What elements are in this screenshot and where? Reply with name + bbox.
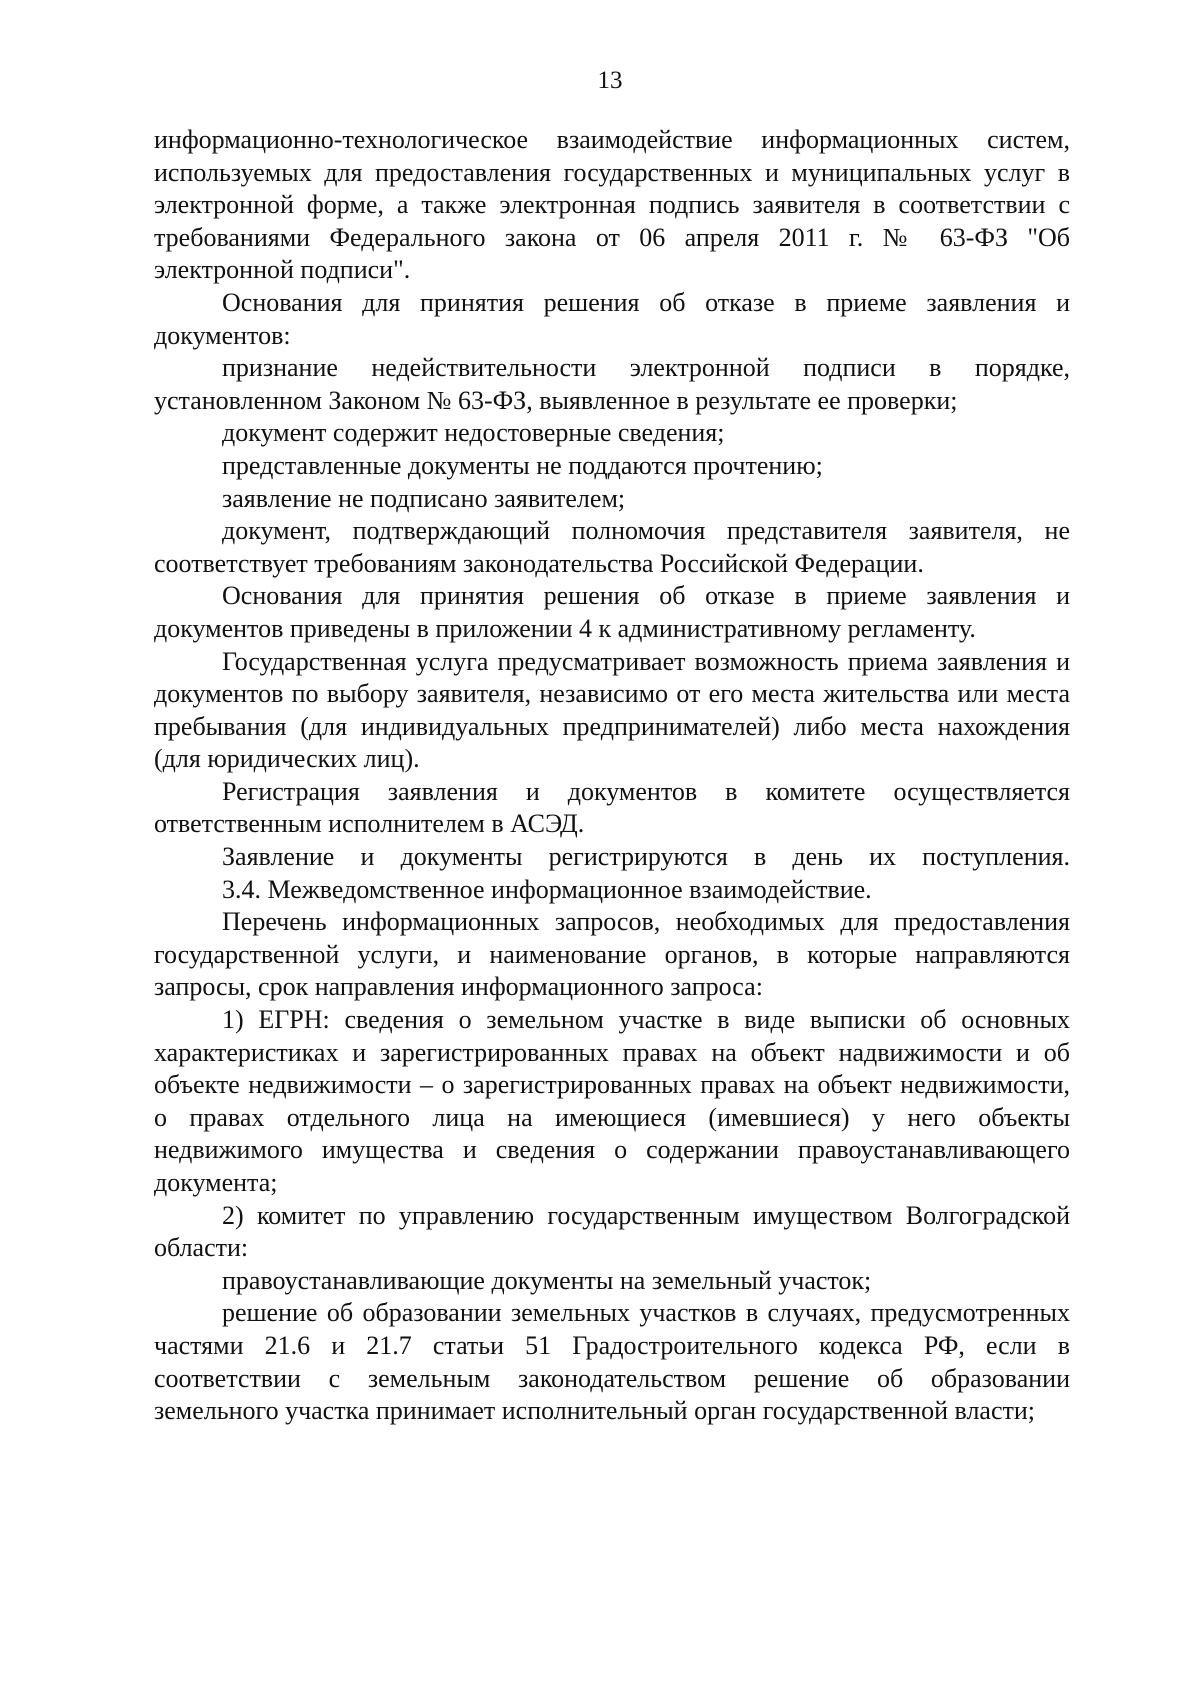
paragraph-authority-document: документ, подтверждающий полномочия представителя заявителя, не соответствует требованиям законодательства Российской Федерации.	[154, 516, 1070, 578]
paragraph-title-documents: правоустанавливающие документы на земельный участок;	[222, 1265, 872, 1295]
paragraph-unsigned-application: заявление не подписано заявителем;	[222, 483, 626, 513]
document-body	[154, 124, 1070, 1428]
paragraph-registration-day: Заявление и документы регистрируются в день их поступления.	[222, 842, 1070, 872]
paragraph-refusal-grounds-appendix: Основания для принятия решения об отказе в приеме заявления и документов приведены в приложении 4 к административному регламенту.	[154, 581, 1070, 643]
paragraph-refusal-grounds-intro: Основания для принятия решения об отказе в приеме заявления и документов:	[154, 287, 1070, 350]
list-item-committee: 2) комитет по управлению государственным имуществом Волгоградской области:	[154, 1200, 1070, 1263]
paragraph-request-list: Перечень информационных запросов, необходимых для предоставления государственной услуги, и наименование органов, в которые направляются запросы, срок направления информационного запроса:	[154, 907, 1070, 1002]
paragraph-invalid-signature: признание недействительности электронной подписи в порядке, установленном Законом № 63-ФЗ, выявленное в результате ее проверки;	[154, 353, 1070, 415]
list-item-egrn: 1) ЕГРН: сведения о земельном участке в виде выписки об основных характеристиках и зарегистрированных правах на объект надвижимости и об объекте недвижимости – о зарегистрированных правах на объект недвижимости, о правах отдельного лица на имеющиеся (имевшиеся) у него объекты недвижимого имущества и сведения о содержании правоустанавливающего документа;	[154, 1005, 1070, 1197]
paragraph-unreliable-info: документ содержит недостоверные сведения;	[222, 418, 725, 448]
paragraph-land-formation-decision: решение об образовании земельных участков в случаях, предусмотренных частями 21.6 и 21.7 статьи 51 Градостроительного кодекса РФ, если в соответствии с земельным законодательством решение об образовании земельного участка принимает исполнительный орган государственной власти;	[154, 1298, 1070, 1426]
paragraph-unreadable-docs: представленные документы не поддаются прочтению;	[222, 450, 823, 480]
paragraph-interaction-tech: информационно-технологическое взаимодействие информационных систем, используемых для предоставления государственных и муниципальных услуг в электронной форме, а также электронная подпись заявителя в соответствии с требованиями Федерального закона от 06 апреля 2011 г. № 63-ФЗ "Об электронной подписи".	[154, 125, 1070, 285]
section-heading-3-4: 3.4. Межведомственное информационное взаимодействие.	[222, 874, 872, 904]
paragraph-registration-ased: Регистрация заявления и документов в комитете осуществляется ответственным исполнителем в АСЭД.	[154, 776, 1070, 839]
paragraph-service-reception: Государственная услуга предусматривает возможность приема заявления и документов по выбору заявителя, независимо от его места жительства или места пребывания (для индивидуальных предпринимателей) либо места нахождения (для юридических лиц).	[154, 646, 1070, 774]
page-number: 13	[597, 67, 623, 94]
